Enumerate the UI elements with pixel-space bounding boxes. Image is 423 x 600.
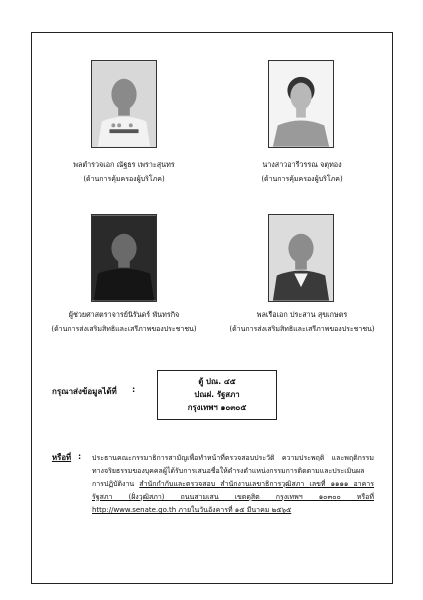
person-name-4: พลเรือเอก ประสาน สุขเกษตร — [256, 310, 348, 319]
note-colon: : — [78, 452, 82, 461]
person-role-4: (ด้านการส่งเสริมสิทธิและเสรีภาพของประชาชน) — [229, 325, 375, 333]
person-name-2: นางสาวอารีวรรณ จตุทอง — [262, 160, 342, 169]
person-photo-2 — [268, 60, 334, 148]
person-name-3: ผู้ช่วยศาสตราจารย์นิรันดร์ พันทรกิจ — [68, 310, 180, 319]
note-text-underlined: สำนักกำกับและตรวจสอบ สำนักงานเลขาธิการวุฒิสภา เลขที่ ๑๑๑๑ อาคารรัฐสภา (ฝั่งวุฒิสภา) ถนนสามเสน เขตดุสิต กรุงเทพฯ ๑๐๓๐๐ หรือที่ http://www.senate.go.th ภายในวันอังคารที่ ๑๕ มีนาคม ๒๕๖๕ — [92, 480, 374, 514]
send-info-colon: : — [132, 385, 136, 394]
person-portrait-icon — [92, 61, 156, 147]
address-line-3: กรุงเทพฯ ๑๐๓๐๕ — [187, 403, 247, 412]
person-name-1: พลตำรวจเอก ณัฐธร เพราะสุนทร — [73, 160, 175, 169]
person-portrait-icon — [92, 215, 156, 301]
note-text: ประธานคณะกรรมาธิการสามัญเพื่อทำหน้าที่ตรวจสอบประวัติ ความประพฤติ และพฤติกรรมทางจริยธรรมของบุคคลผู้ได้รับการเสนอชื่อให้ดำรงตำแหน่งกรรมการติดตามและประเมินผลการปฏิบัติงาน — [92, 454, 374, 488]
person-portrait-icon — [269, 215, 333, 301]
note-paragraph — [92, 452, 374, 517]
person-photo-3 — [91, 214, 157, 302]
person-portrait-icon — [269, 61, 333, 147]
address-box — [157, 370, 277, 420]
person-role-3: (ด้านการส่งเสริมสิทธิและเสรีภาพของประชาชน) — [51, 325, 197, 333]
send-info-label: กรุณาส่งข้อมูลได้ที่ — [52, 387, 117, 396]
person-role-2: (ด้านการคุ้มครองผู้บริโภค) — [261, 175, 343, 183]
address-line-2: ปณฝ. รัฐสภา — [194, 390, 240, 399]
person-photo-1 — [91, 60, 157, 148]
address-line-1: ตู้ ปณ. ๔๕ — [198, 377, 236, 386]
note-label: หรือที่ — [52, 453, 72, 462]
person-role-1: (ด้านการคุ้มครองผู้บริโภค) — [83, 175, 165, 183]
person-photo-4 — [268, 214, 334, 302]
